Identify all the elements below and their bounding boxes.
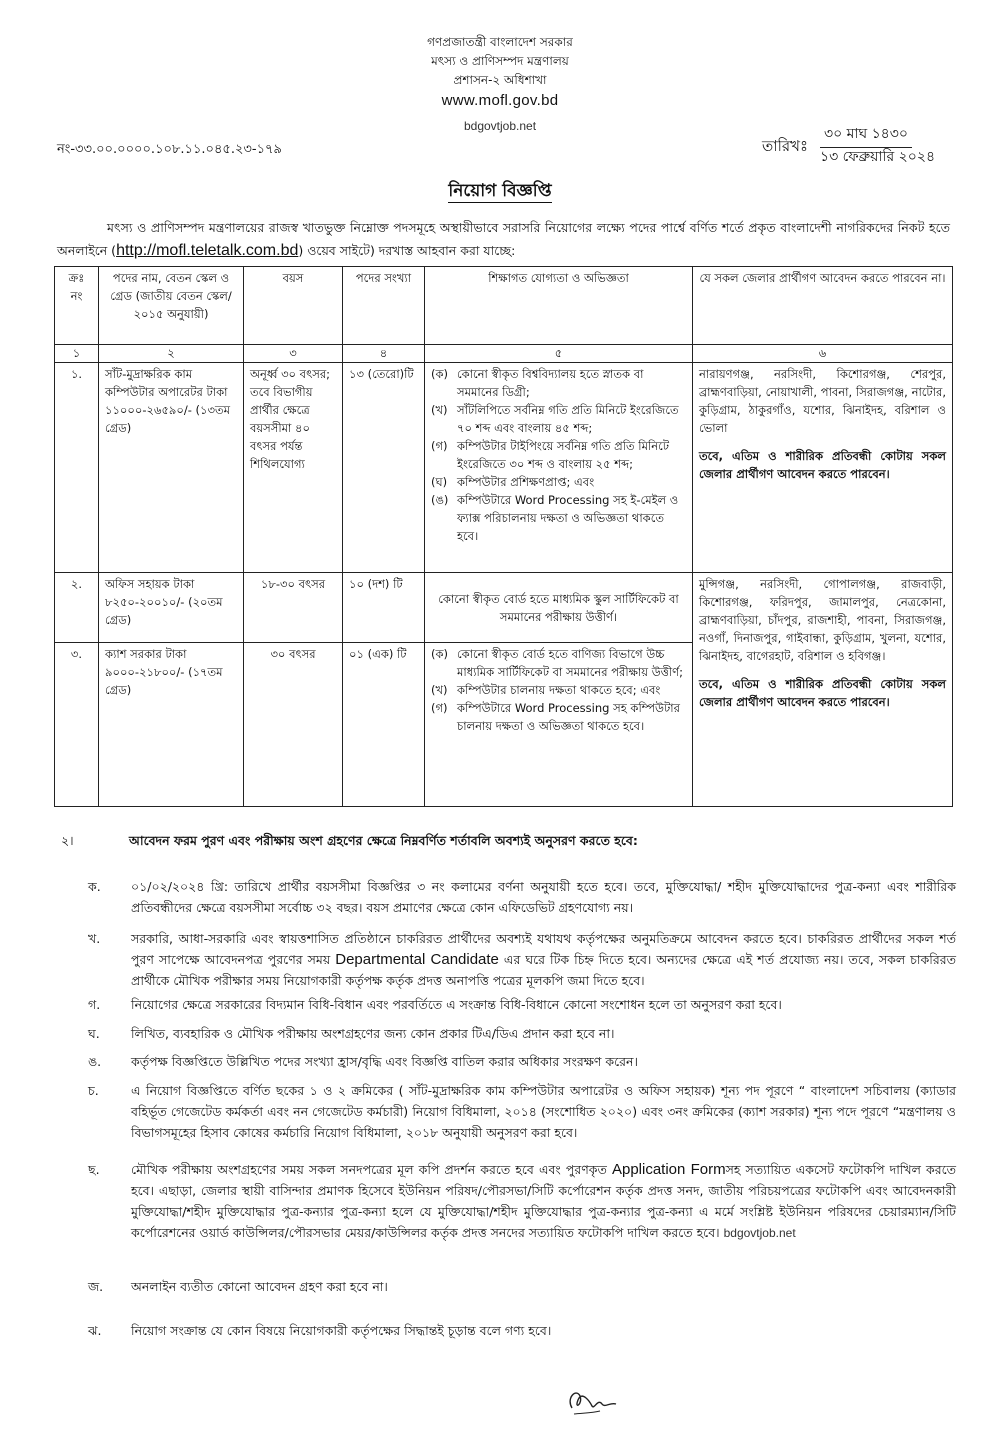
condition-text: নিয়োগের ক্ষেত্রে সরকারের বিদ্যমান বিধি-বিধান এবং পরবর্তিতে এ সংক্রান্ত বিধি-বিধানে কোনো সংশোধন হলে তা অনুসরণ করা হবে।	[131, 997, 782, 1012]
header-qualification: শিক্ষাগত যোগ্যতা ও অভিজ্ঞতা	[425, 267, 693, 345]
column-number-row	[55, 345, 953, 363]
condition-item	[88, 1320, 956, 1341]
header-post: পদের নাম, বেতন স্কেল ও গ্রেড (জাতীয় বেতন স্কেল/ ২০১৫ অনুযায়ী)	[99, 267, 244, 345]
condition-text	[131, 1159, 956, 1244]
condition-text: অনলাইন ব্যতীত কোনো আবেদন গ্রহণ করা হবে না।	[131, 1279, 388, 1294]
table-header-row	[55, 267, 953, 345]
condition-text: নিয়োগ সংক্রান্ত যে কোন বিষয়ে নিয়োগকারী কর্তৃপক্ষের সিদ্ধান্তই চূড়ান্ত বলে গণ্য হবে।	[131, 1323, 552, 1338]
item-text: সাঁটলিপিতে সর্বনিম্ন গতি প্রতি মিনিটে ইংরেজিতে ৭০ শব্দ এবং বাংলায় ৪৫ শব্দ;	[457, 403, 679, 435]
row-age: অনূর্ধ্ব ৩০ বৎসর; তবে বিভাগীয় প্রার্থীর ক্ষেত্রে বয়সসীমা ৪০ বৎসর পর্যন্ত শিথিলযোগ্য	[244, 363, 343, 573]
row-qualification	[425, 643, 693, 807]
district-note: তবে, এতিম ও শারীরিক প্রতিবন্ধী কোটায় সকল জেলার প্রার্থীগণ আবেদন করতে পারবেন।	[699, 449, 946, 481]
column-number: ৬	[693, 345, 953, 363]
condition-item	[88, 928, 956, 991]
header-age: বয়স	[244, 267, 343, 345]
notice-title: নিয়োগ বিজ্ঞপ্তি	[448, 181, 552, 201]
condition-mark: খ.	[88, 931, 101, 946]
condition-text: কর্তৃপক্ষ বিজ্ঞপ্তিতে উল্লিখিত পদের সংখ্যা হ্রাস/বৃদ্ধি এবং বিজ্ঞপ্তি বাতিল করার অধিকার সংরক্ষণ করেন।	[131, 1054, 638, 1069]
condition-item	[88, 876, 956, 918]
condition-text: লিখিত, ব্যবহারিক ও মৌখিক পরীক্ষায় অংশগ্রহণের জন্য কোন প্রকার টিএ/ডিএ প্রদান করা হবে না।	[131, 1026, 615, 1041]
row-serial: ২.	[55, 573, 99, 643]
condition-item	[88, 1080, 956, 1143]
item-text: কম্পিউটার চালনায় দক্ষতা থাকতে হবে; এবং	[457, 683, 661, 697]
item-text: কম্পিউটার টাইপিংয়ে সর্বনিম্ন গতি প্রতি মিনিটে ইংরেজিতে ৩০ শব্দ ও বাংলায় ২৫ শব্দ;	[457, 439, 670, 471]
item-mark: (গ)	[431, 439, 448, 453]
condition-text-part: সহ সত্যায়িত একসেট ফটোকপি দাখিল করতে হবে। এছাড়া, জেলার স্থায়ী বাসিন্দার প্রমাণক হিসেবে ইউনিয়ন পরিষদ/পৌরসভা/সিটি কর্পোরেশন কর্তৃক প্রদত্ত সনদ, জাতীয় পরিচয়পত্রের ফটোকপি এবং আবেদনকারী মুক্তিযোদ্ধা/শহীদ মুক্তিযোদ্ধার পুত্র-কন্যার পুত্র-কন্যা হলে যে মুক্তিযোদ্ধা/শহীদ মুক্তিযোদ্ধার পুত্র-কন্যার পুত্র-কন্যা এ মর্মে সংশ্লিষ্ট ইউনিয়ন পরিষদের চেয়ারম্যান/সিটি কর্পোরেশনের ওয়ার্ড কাউন্সিলর/পৌরসভার মেয়র/কাউন্সিলর কর্তৃক প্রদত্ত সনদের সত্যায়িত ফটোকপি দাখিল করতে হবে।	[131, 1162, 957, 1240]
row-qualification: কোনো স্বীকৃত বোর্ড হতে মাধ্যমিক স্কুল সার্টিফিকেট বা সমমানের পরীক্ষায় উত্তীর্ণ।	[425, 573, 693, 643]
header-serial: ক্রঃ নং	[55, 267, 99, 345]
list-item	[431, 365, 686, 401]
item-mark: (ঘ)	[431, 475, 448, 489]
condition-item	[88, 1159, 956, 1244]
row-post: অফিস সহায়ক টাকা ৮২৫০-২০০১০/- (২০তম গ্রেড)	[99, 573, 244, 643]
intro-text-after: ) ওয়েব সাইটে) দরখাস্ত আহবান করা যাচ্ছে:	[298, 243, 516, 258]
row-serial: ১.	[55, 363, 99, 573]
item-text: কোনো স্বীকৃত বোর্ড হতে বাণিজ্য বিভাগে উচ্চ মাধ্যমিক সার্টিফিকেট বা সমমানের পরীক্ষায় উত্তীর্ণ;	[457, 647, 684, 679]
item-text: কোনো স্বীকৃত বিশ্ববিদ্যালয় হতে স্নাতক বা সমমানের ডিগ্রী;	[457, 367, 644, 399]
condition-mark: ঝ.	[88, 1323, 102, 1338]
condition-item	[88, 1051, 956, 1072]
ministry-name: মৎস্য ও প্রাণিসম্পদ মন্ত্রণালয়	[431, 54, 569, 68]
date-bangla: ৩০ মাঘ ১৪৩০	[820, 122, 912, 148]
list-item	[431, 645, 686, 681]
condition-text: এ নিয়োগ বিজ্ঞপ্তিতে বর্ণিত ছকের ১ ও ২ ক্রমিকের ( সাঁট-মুদ্রাক্ষরিক কাম কম্পিউটার অপারেটর ও অফিস সহায়ক) শূন্য পদ পূরণে “ বাংলাদেশ সচিবালয় (ক্যাডার বহির্ভূত গেজেটেড কর্মকর্তা এবং নন গেজেটেড কর্মচারী) নিয়োগ বিধিমালা, ২০১৪ (সংশোধিত ২০২০) এবং ৩নং ক্রমিকের (ক্যাশ সরকার) শূন্য পদে পূরণে “মন্ত্রণালয় ও বিভাগসমূহের হিসাব কোষের কর্মচারি নিয়োগ বিধিমালা, ২০১৮ অনুযায়ী অনুসরণ করা হবে।	[131, 1083, 956, 1140]
row-count: ০১ (এক) টি	[343, 643, 425, 807]
application-form-label: Application Form	[611, 1161, 726, 1178]
header-districts: যে সকল জেলার প্রার্থীগণ আবেদন করতে পারবেন না।	[693, 267, 953, 345]
date-label: তারিখঃ	[762, 137, 808, 155]
list-item	[431, 681, 686, 699]
table-row	[55, 363, 953, 573]
item-text: কম্পিউটার প্রশিক্ষণপ্রাপ্ত; এবং	[457, 475, 595, 489]
condition-mark: জ.	[88, 1279, 104, 1294]
column-number: ২	[99, 345, 244, 363]
item-mark: (ক)	[431, 367, 449, 381]
condition-mark: ঙ.	[88, 1054, 102, 1069]
government-name: গণপ্রজাতন্ত্রী বাংলাদেশ সরকার	[427, 35, 573, 49]
row-post: সাঁট-মুদ্রাক্ষরিক কাম কম্পিউটার অপারেটর টাকা ১১০০০-২৬৫৯০/- (১৩তম গ্রেড)	[99, 363, 244, 573]
section-heading-text: আবেদন ফরম পুরণ এবং পরীক্ষায় অংশ গ্রহণের ক্ষেত্রে নিম্নবর্ণিত শর্তাবলি অবশ্যই অনুসরণ করতে হবে:	[129, 833, 638, 848]
condition-item	[88, 1276, 956, 1297]
signature	[562, 1380, 622, 1420]
district-list: নারায়ণগঞ্জ, নরসিংদী, কিশোরগঞ্জ, শেরপুর, ব্রাহ্মণবাড়িয়া, নোয়াখালী, পাবনা, সিরাজগঞ্জ, নাটোর, কুড়িগ্রাম, ঠাকুরগাঁও, যশোর, ঝিনাইদহ, বরিশাল ও ভোলা	[699, 367, 946, 435]
division-name: প্রশাসন-২ অধিশাখা	[453, 73, 547, 87]
column-number: ৩	[244, 345, 343, 363]
item-mark: (খ)	[431, 683, 448, 697]
row-districts	[693, 363, 953, 573]
condition-mark: ঘ.	[88, 1026, 100, 1041]
vacancy-table	[54, 266, 953, 807]
list-item	[431, 401, 686, 437]
condition-mark: ক.	[88, 879, 101, 894]
item-text: কম্পিউটারে Word Processing সহ ই-মেইল ও ফ্যাক্স পরিচালনায় দক্ষতা ও অভিজ্ঞতা থাকতে হবে।	[457, 493, 679, 543]
item-mark: (ক)	[431, 647, 449, 661]
row-age: ১৮-৩০ বৎসর	[244, 573, 343, 643]
condition-item	[88, 994, 956, 1015]
item-mark: (ঙ)	[431, 493, 449, 507]
condition-item	[88, 1023, 956, 1044]
row-qualification	[425, 363, 693, 573]
intro-paragraph	[57, 216, 950, 262]
condition-text: ০১/০২/২০২৪ খ্রি: তারিখে প্রার্থীর বয়সসীমা বিজ্ঞপ্তির ৩ নং কলামের বর্ণনা অনুযায়ী হতে হবে। তবে, মুক্তিযোদ্ধা/ শহীদ মুক্তিযোদ্ধাদের পুত্র-কন্যা এবং শারীরিক প্রতিবন্ধীদের ক্ষেত্রে বয়সসীমা সর্বোচ্চ ৩২ বছর। বয়স প্রমাণের ক্ষেত্রে কোন এফিডেভিট গ্রহণযোগ্য নয়।	[131, 879, 956, 915]
condition-text-part: এর ঘরে টিক চিহ্ন দিতে হবে। অন্যদের ক্ষেত্রে এই শর্ত প্রযোজ্য নয়। তবে, সকল চাকরিরত প্রার্থীকে মৌখিক পরীক্ষার সময় নিয়োগকারী কর্তৃপক্ষ কর্তৃক প্রদত্ত অনাপত্তি পত্রের মূলকপি জমা দিতে হবে।	[131, 952, 956, 988]
district-list: মুন্সিগঞ্জ, নরসিংদী, গোপালগঞ্জ, রাজবাড়ী, কিশোরগঞ্জ, ফরিদপুর, জামালপুর, নেত্রকোনা, ব্রাহ্মণবাড়িয়া, চাঁদপুর, রাজশাহী, পাবনা, সিরাজগঞ্জ, নওগাঁ, দিনাজপুর, গাইবান্ধা, কুড়িগ্রাম, খুলনা, যশোর, ঝিনাইদহ, বাগেরহাট, বরিশাল ও হবিগঞ্জ।	[699, 577, 946, 663]
memo-number: নং-৩৩.০০.০০০০.১০৮.১১.০৪৫.২৩-১৭৯	[57, 142, 282, 157]
qualification-list	[431, 645, 686, 735]
list-item	[431, 437, 686, 473]
item-text: কম্পিউটারে Word Processing সহ কম্পিউটার চালনায় দক্ষতা ও অভিজ্ঞতা থাকতে হবে।	[457, 701, 680, 733]
ministry-website[interactable]: www.mofl.gov.bd	[441, 92, 559, 109]
row-serial: ৩.	[55, 643, 99, 807]
watermark-text: bdgovtjob.net	[723, 1226, 796, 1240]
watermark-text: bdgovtjob.net	[463, 119, 537, 133]
column-number: ৪	[343, 345, 425, 363]
row-count: ১৩ (তেরো)টি	[343, 363, 425, 573]
row-count: ১০ (দশ) টি	[343, 573, 425, 643]
district-note: তবে, এতিম ও শারীরিক প্রতিবন্ধী কোটায় সকল জেলার প্রার্থীগণ আবেদন করতে পারবেন।	[699, 677, 946, 709]
departmental-candidate-label: Departmental Candidate	[335, 951, 499, 968]
row-districts	[693, 573, 953, 807]
date-english: ১৩ ফেব্রুয়ারি ২০২৪	[820, 149, 936, 165]
intro-text-before: মৎস্য ও প্রাণিসম্পদ মন্ত্রণালয়ের রাজস্ব খাতভুক্ত নিম্নোক্ত পদসমূহে অস্থায়ীভাবে সরাসরি নিয়োগের লক্ষ্যে পদের পার্শ্বে বর্ণিত শর্তে প্রকৃত বাংলাদেশী নাগরিকদের নিকট হতে অনলাইনে (	[57, 220, 950, 258]
item-mark: (খ)	[431, 403, 448, 417]
condition-mark: গ.	[88, 997, 101, 1012]
section-2-heading	[61, 833, 638, 853]
row-post: ক্যাশ সরকার টাকা ৯০০০-২১৮০০/- (১৭তম গ্রেড)	[99, 643, 244, 807]
section-number: ২।	[61, 833, 74, 848]
table-row	[55, 573, 953, 643]
condition-mark: ছ.	[88, 1162, 100, 1177]
apply-url-link[interactable]: http://mofl.teletalk.com.bd	[116, 242, 299, 259]
item-mark: (গ)	[431, 701, 448, 715]
list-item	[431, 491, 686, 545]
header-count: পদের সংখ্যা	[343, 267, 425, 345]
condition-text-part: সরকারি, আধা-সরকারি এবং স্বায়ত্তশাসিত প্রতিষ্ঠানে চাকরিরত প্রার্থীদের অবশ্যই যথাযথ কর্তৃপক্ষের অনুমতিক্রমে আবেদন করতে হবে। চাকরিরত প্রার্থীদের সকল শর্ত পুরণ সাপেক্ষে আবেদনপত্র পুরণের সময়	[131, 931, 956, 967]
list-item	[431, 699, 686, 735]
list-item	[431, 473, 686, 491]
qualification-list	[431, 365, 686, 545]
condition-text-part: মৌখিক পরীক্ষায় অংশগ্রহণের সময় সকল সনদপত্রের মূল কপি প্রদর্শন করতে হবে এবং পুরণকৃত	[131, 1162, 612, 1177]
row-age: ৩০ বৎসর	[244, 643, 343, 807]
column-number: ৫	[425, 345, 693, 363]
notice-title-wrap	[0, 178, 1000, 206]
condition-mark: চ.	[88, 1083, 99, 1098]
column-number: ১	[55, 345, 99, 363]
condition-text	[131, 928, 956, 991]
